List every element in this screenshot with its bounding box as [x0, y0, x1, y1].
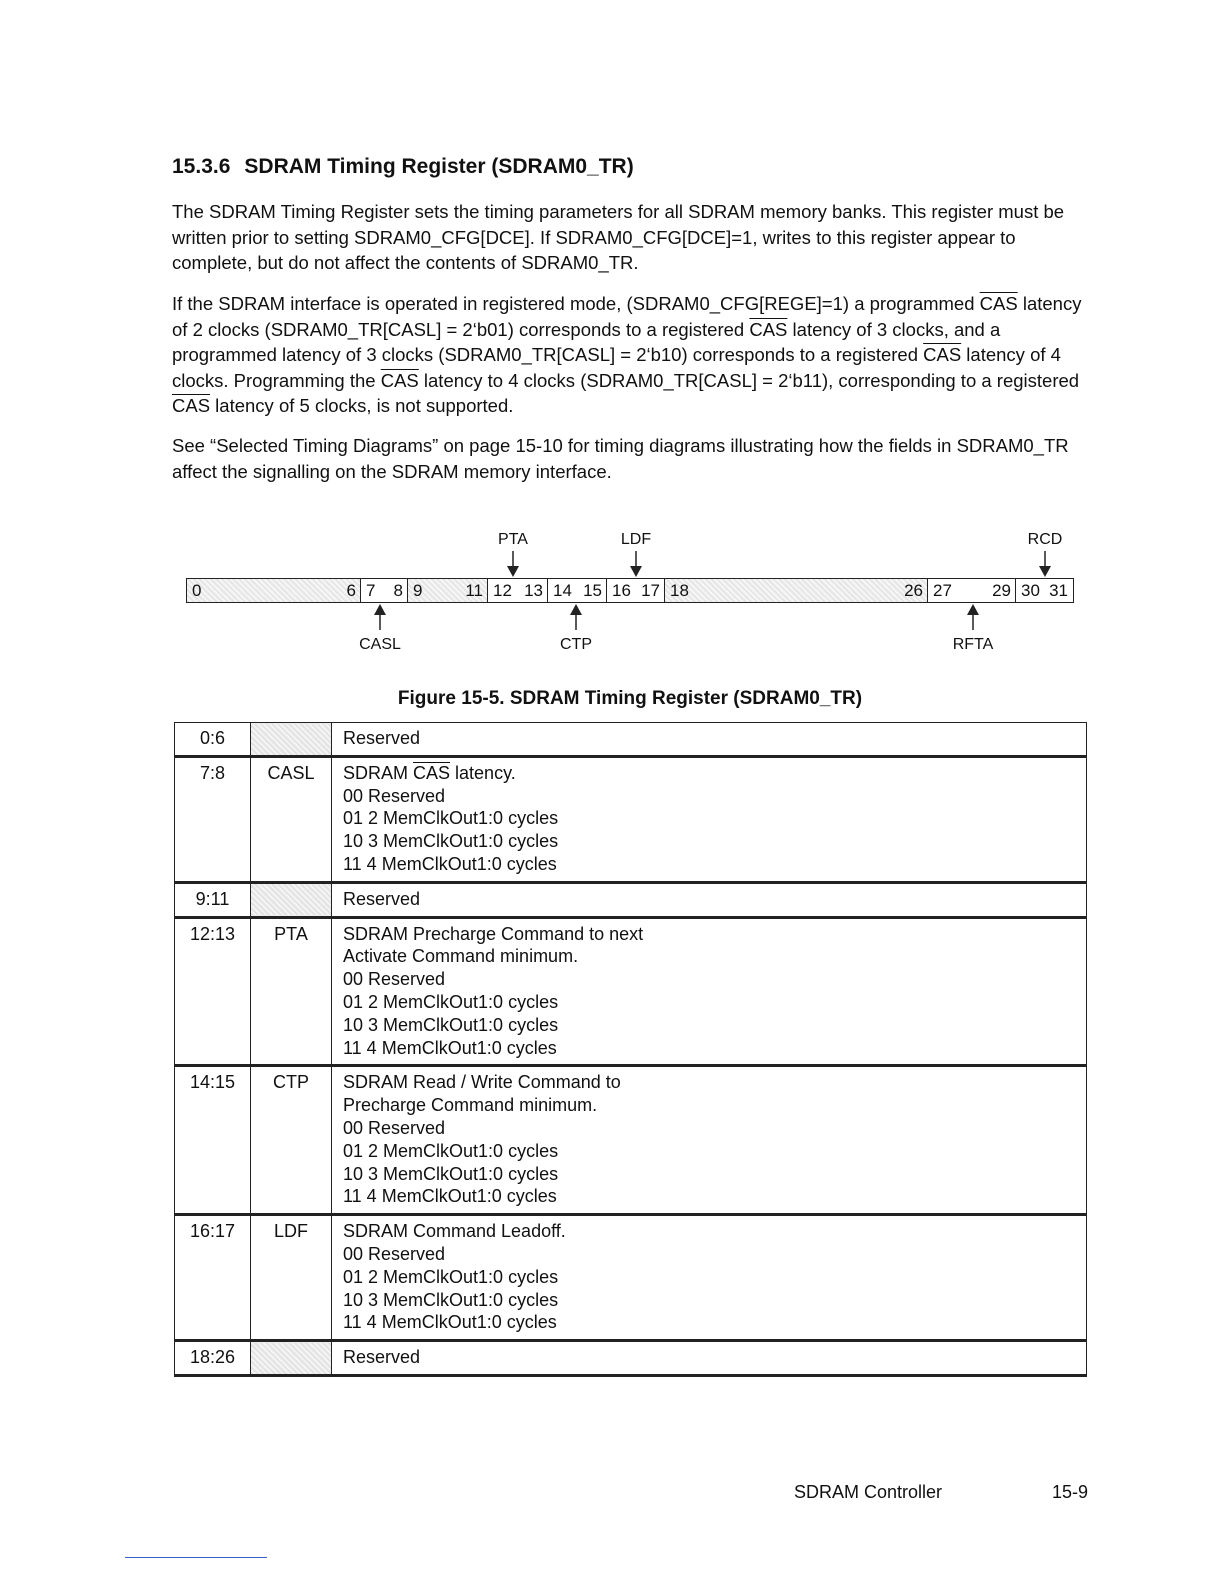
field-description — [332, 756, 1087, 882]
cas-signal: $\overline{CAS}$ — [380, 369, 419, 391]
description-line: Activate Command minimum. — [343, 946, 579, 967]
bit-number: 13 — [524, 581, 543, 600]
description-line — [343, 762, 1086, 785]
arrow-up-icon — [373, 604, 387, 630]
description-line: 01 2 MemClkOut1:0 cycles — [343, 808, 559, 829]
figure-caption: Figure 15-5. SDRAM Timing Register (SDRAM0_TR) — [397, 688, 863, 709]
field-label-pta: PTA — [498, 531, 528, 548]
description-line: Reserved — [343, 728, 421, 748]
footer-chapter: SDRAM Controller — [794, 1482, 943, 1502]
cas-signal: $\overline{CAS}$ — [172, 395, 211, 416]
cas-signal: $\overline{CAS}$ — [413, 762, 451, 783]
field-name: CTP — [251, 1066, 332, 1215]
section-number: 15.3.6 — [172, 155, 231, 178]
bit-number: 6 — [346, 581, 356, 600]
field-label-rcd: RCD — [1027, 531, 1063, 548]
description-line: 11 4 MemClkOut1:0 cycles — [343, 1186, 557, 1207]
paragraph-registered-mode — [172, 291, 1092, 419]
description-line: 00 Reserved — [343, 1243, 446, 1264]
bit-number: 29 — [992, 581, 1011, 600]
bit-number: 15 — [583, 581, 602, 600]
register-bit-bar — [186, 578, 1074, 603]
field-description — [332, 882, 1087, 917]
bit-field-table — [174, 722, 1087, 1377]
register-field-reserved — [408, 579, 488, 602]
field-description — [332, 1341, 1087, 1376]
arrow-up-icon — [569, 604, 583, 630]
text-run: latency of 2 clocks (SDRAM0_TR[CASL] = 2‘b01) corresponds to a registered — [172, 293, 1082, 340]
description-line: 11 4 MemClkOut1:0 cycles — [343, 1312, 557, 1333]
bit-number: 26 — [904, 581, 923, 600]
bit-number: 9 — [413, 581, 423, 600]
field-name: LDF — [251, 1215, 332, 1341]
table-row — [175, 1341, 1087, 1376]
text-run: latency of 3 clocks, and a programmed latency of 3 clocks (SDRAM0_TR[CASL] = 2‘b10) corresponds to a registered — [172, 318, 1001, 365]
paragraph-intro: The SDRAM Timing Register sets the timing parameters for all SDRAM memory banks. This register must be written prior to setting SDRAM0_CFG[DCE]. If SDRAM0_CFG[DCE]=1, writes to this register appear to complete, but do not affect the contents of SDRAM0_TR. — [172, 201, 1065, 273]
bit-number: 7 — [366, 581, 376, 600]
register-field-rcd — [1016, 579, 1072, 602]
table-row — [175, 756, 1087, 882]
description-line: Reserved — [343, 1347, 421, 1368]
bit-range: 7:8 — [175, 756, 251, 882]
cas-signal: $\overline{CAS}$ — [923, 344, 962, 365]
field-description — [332, 723, 1087, 757]
description-line: 11 4 MemClkOut1:0 cycles — [343, 1037, 557, 1058]
bit-range: 14:15 — [175, 1066, 251, 1215]
text-run: latency. — [450, 762, 516, 783]
cas-signal: $\overline{CAS}$ — [979, 293, 1018, 314]
description-line: 01 2 MemClkOut1:0 cycles — [343, 1140, 559, 1161]
field-description — [332, 917, 1087, 1066]
bit-range: 12:13 — [175, 917, 251, 1066]
field-name — [251, 1341, 332, 1376]
bit-number: 0 — [192, 581, 202, 600]
text-run: latency of 5 clocks, is not supported. — [210, 395, 514, 416]
bit-range: 0:6 — [175, 723, 251, 757]
field-name — [251, 723, 332, 757]
description-line: 10 3 MemClkOut1:0 cycles — [343, 1163, 559, 1184]
field-name: CASL — [251, 756, 332, 882]
field-name — [251, 882, 332, 917]
description-line: 10 3 MemClkOut1:0 cycles — [343, 831, 559, 852]
field-description — [332, 1066, 1087, 1215]
bit-number: 8 — [393, 581, 403, 600]
field-name: PTA — [251, 917, 332, 1066]
bit-number: 14 — [553, 581, 572, 600]
register-field-ctp — [548, 579, 607, 602]
field-label-casl: CASL — [359, 636, 401, 653]
table-row — [175, 1215, 1087, 1341]
register-field-casl — [361, 579, 408, 602]
description-line: 01 2 MemClkOut1:0 cycles — [343, 1266, 559, 1287]
field-label-ctp: CTP — [560, 636, 592, 653]
field-description — [332, 1215, 1087, 1341]
bit-range: 9:11 — [175, 882, 251, 917]
description-line: SDRAM Precharge Command to next — [343, 923, 644, 944]
description-line: SDRAM Command Leadoff. — [343, 1221, 566, 1242]
bit-number: 17 — [641, 581, 660, 600]
arrow-down-icon — [629, 551, 643, 577]
arrow-down-icon — [1038, 551, 1052, 577]
field-label-ldf: LDF — [620, 531, 652, 548]
footer-rule — [125, 1557, 267, 1558]
bit-number: 12 — [493, 581, 512, 600]
bit-number: 31 — [1049, 581, 1068, 600]
footer-page-number: 15-9 — [1052, 1482, 1089, 1502]
text-run: latency of 4 clocks. Programming the — [172, 344, 1061, 391]
description-line: 11 4 MemClkOut1:0 cycles — [343, 853, 557, 874]
table-row — [175, 917, 1087, 1066]
arrow-up-icon — [966, 604, 980, 630]
register-field-pta — [488, 579, 548, 602]
description-line: 00 Reserved — [343, 785, 446, 806]
table-row — [175, 882, 1087, 917]
bit-range: 16:17 — [175, 1215, 251, 1341]
field-label-rfta: RFTA — [952, 636, 994, 653]
cas-signal: $\overline{CAS}$ — [749, 318, 788, 340]
description-line: Reserved — [343, 888, 421, 909]
register-field-ldf — [607, 579, 665, 602]
text-run: SDRAM — [343, 762, 414, 783]
description-line: Precharge Command minimum. — [343, 1095, 598, 1116]
table-row — [175, 1066, 1087, 1215]
bit-range: 18:26 — [175, 1341, 251, 1376]
arrow-down-icon — [506, 551, 520, 577]
bit-number: 27 — [933, 581, 952, 600]
description-line: SDRAM Read / Write Command to — [343, 1072, 621, 1093]
bit-number: 30 — [1021, 581, 1040, 600]
description-line: 00 Reserved — [343, 1117, 446, 1138]
text-run: latency to 4 clocks (SDRAM0_TR[CASL] = 2‘b11), corresponding to a registered — [418, 369, 1080, 391]
register-field-reserved — [187, 579, 361, 602]
section-title: SDRAM Timing Register (SDRAM0_TR) — [244, 155, 634, 178]
section-heading — [172, 155, 634, 179]
description-line: 10 3 MemClkOut1:0 cycles — [343, 1289, 559, 1310]
bit-number: 11 — [465, 581, 483, 600]
table-row — [175, 723, 1087, 757]
text-run: If the SDRAM interface is operated in registered mode, (SDRAM0_CFG[REGE]=1) a programmed — [172, 293, 980, 314]
description-line: 00 Reserved — [343, 969, 446, 990]
register-field-reserved — [665, 579, 928, 602]
bit-number: 16 — [612, 581, 631, 600]
bit-number: 18 — [670, 581, 689, 600]
paragraph-see-also: See “Selected Timing Diagrams” on page 15-10 for timing diagrams illustrating how the fields in SDRAM0_TR affect the signalling on the SDRAM memory interface. — [172, 435, 1069, 482]
register-field-rfta — [928, 579, 1016, 602]
description-line: 01 2 MemClkOut1:0 cycles — [343, 991, 559, 1012]
description-line: 10 3 MemClkOut1:0 cycles — [343, 1014, 559, 1035]
